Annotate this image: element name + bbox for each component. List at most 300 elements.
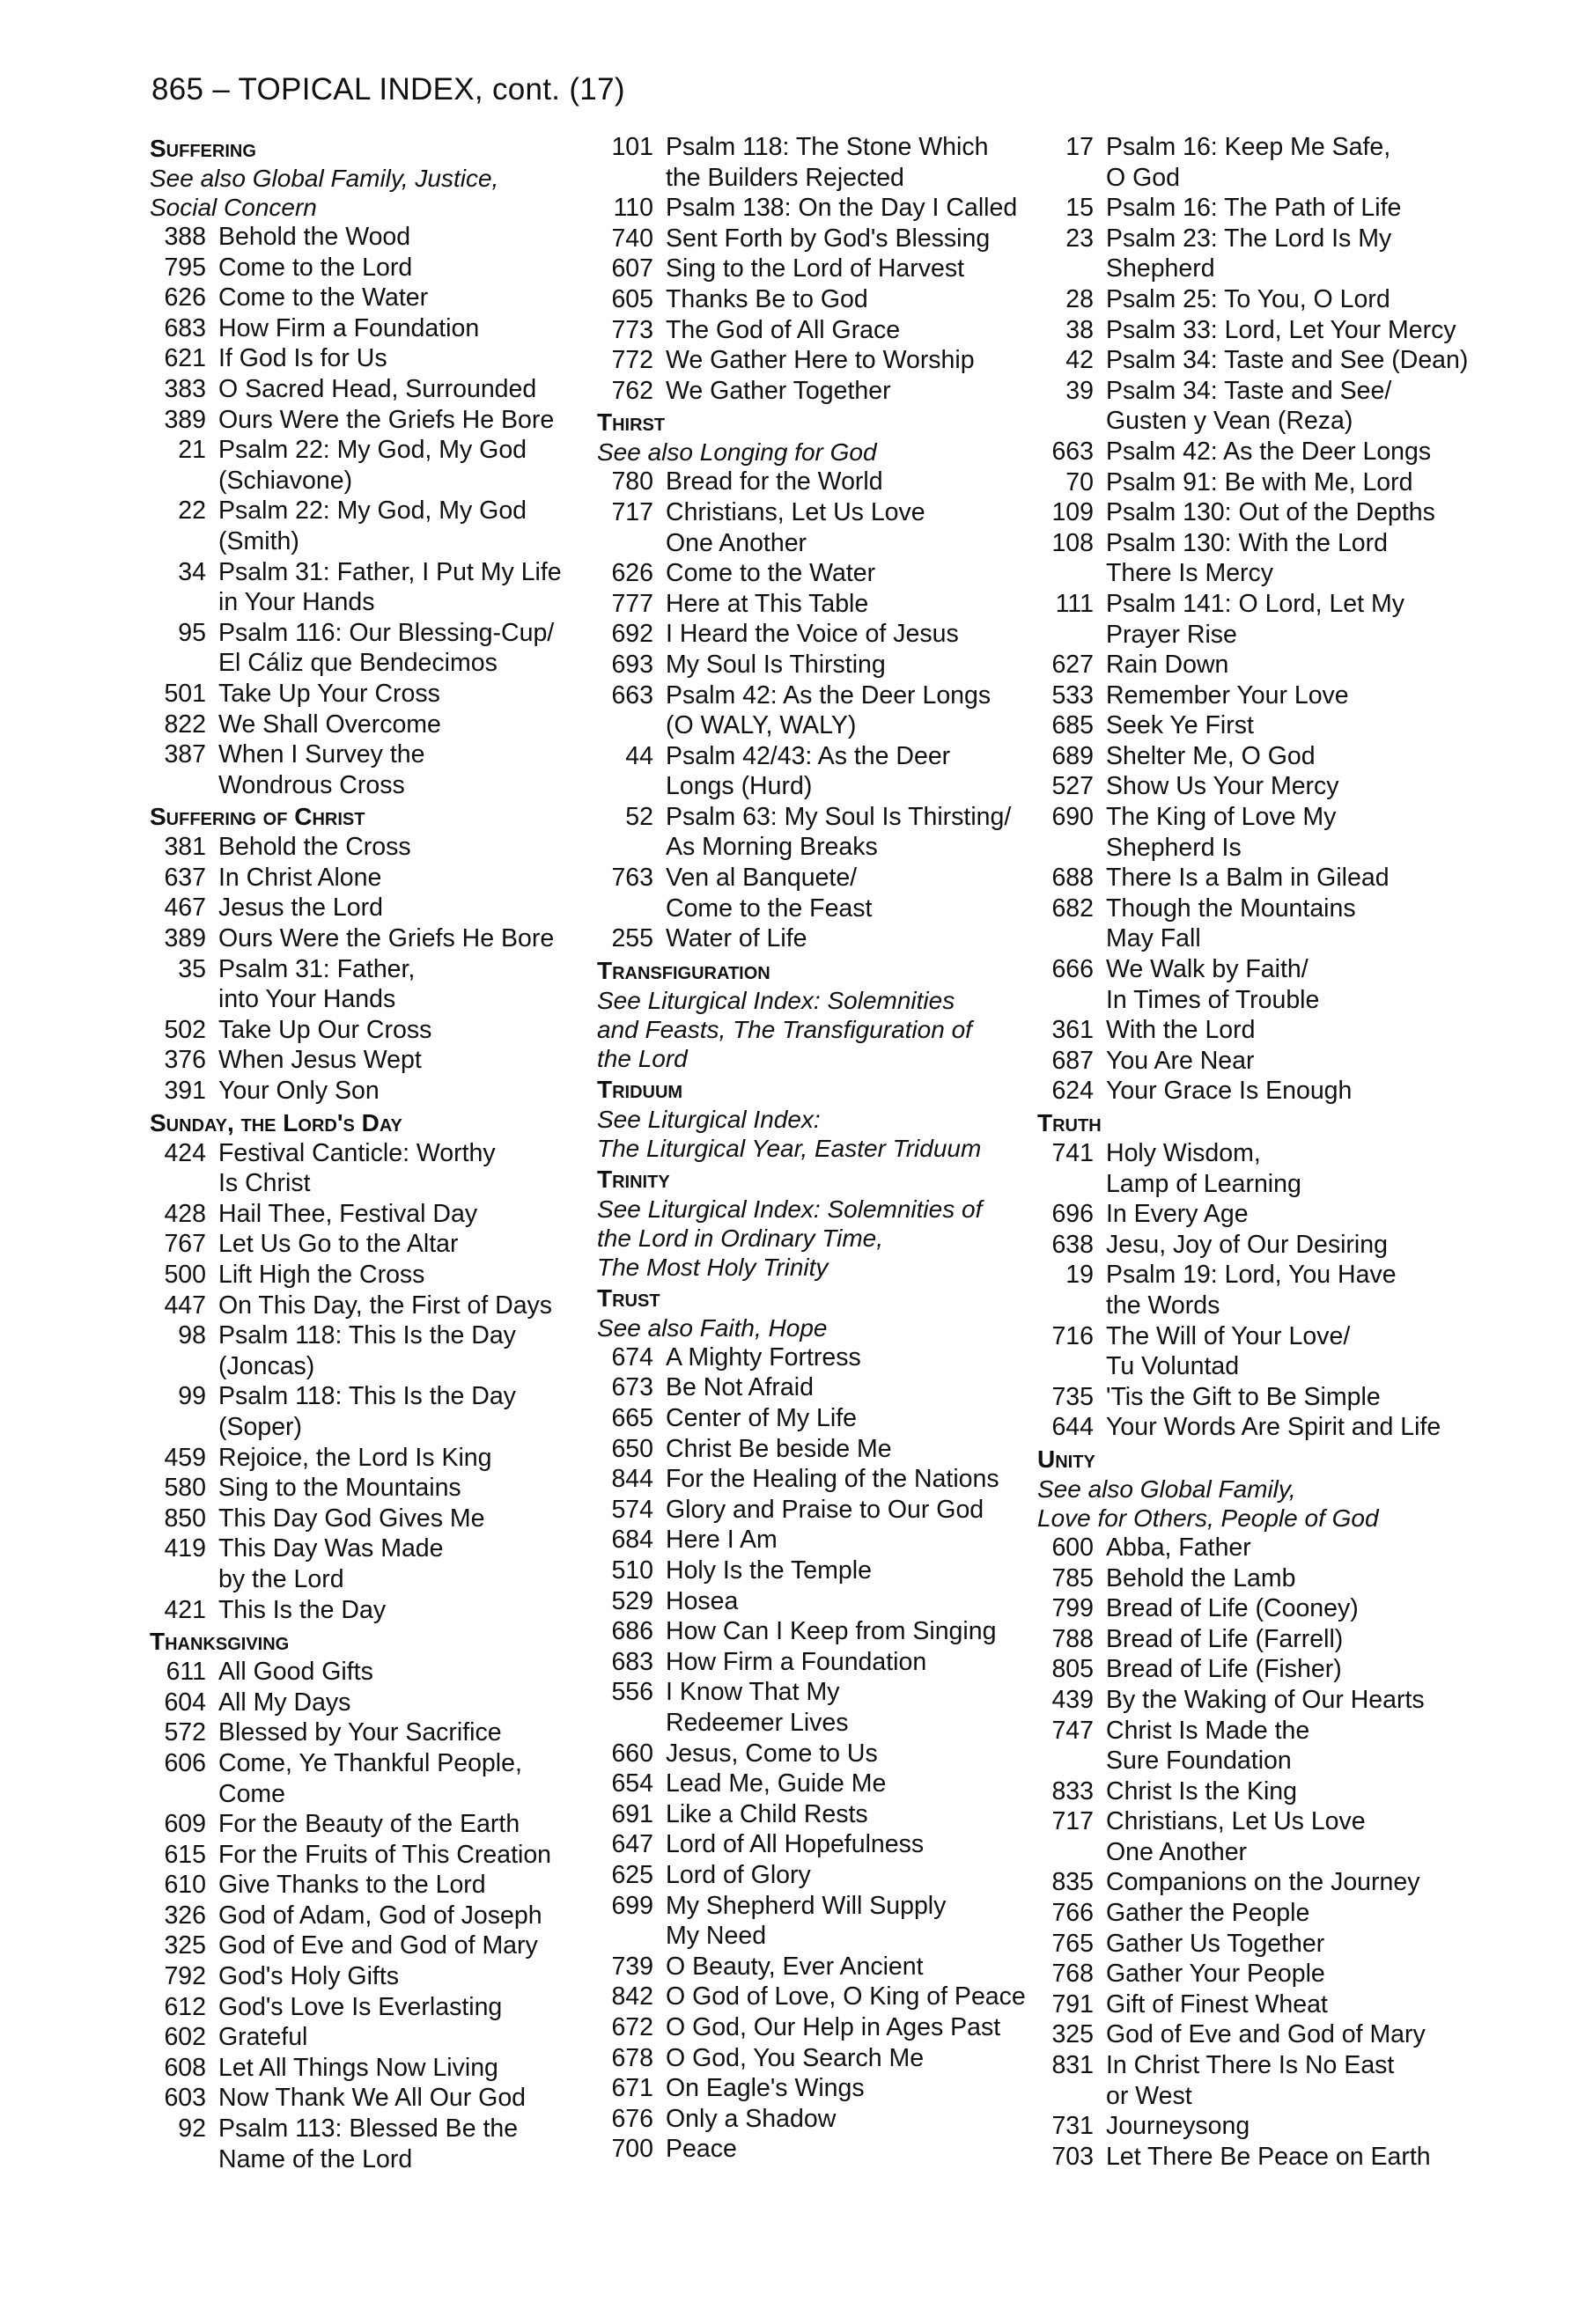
hymn-title: Christians, Let Us Love One Another <box>666 497 925 557</box>
hymn-number: 609 <box>164 1810 206 1839</box>
hymn-number: 28 <box>1065 284 1094 313</box>
see-also-note: See also Global Family, Love for Others, People of God <box>1037 1475 1379 1532</box>
hymn-number: 387 <box>164 740 206 769</box>
hymn-title: Peace <box>666 2135 737 2164</box>
hymn-number: 626 <box>164 283 206 313</box>
hymn-title: Psalm 16: Keep Me Safe, O God <box>1106 133 1391 192</box>
hymn-number: 459 <box>164 1443 206 1472</box>
index-entry <box>150 343 581 374</box>
hymn-number: 383 <box>164 374 206 403</box>
index-entry <box>597 1677 1028 1738</box>
hymn-number: 38 <box>1065 315 1094 344</box>
hymn-title: Psalm 42: As the Deer Longs (O WALY, WALY) <box>666 680 992 740</box>
hymn-title: Your Only Son <box>218 1077 380 1106</box>
hymn-number: 660 <box>611 1739 653 1768</box>
index-entry <box>597 224 1028 254</box>
index-entry <box>150 1045 581 1076</box>
index-section <box>597 408 1028 954</box>
hymn-title: You Are Near <box>1106 1046 1255 1075</box>
index-section <box>597 1075 1028 1163</box>
index-entry <box>1037 1959 1469 1989</box>
index-entry <box>150 893 581 923</box>
section-heading: Unity <box>1037 1445 1095 1473</box>
hymn-number: 381 <box>164 833 206 862</box>
hymn-number: 501 <box>164 679 206 708</box>
hymn-number: 768 <box>1051 1960 1094 1989</box>
see-also-note: See Liturgical Index: Solemnities and Feasts, The Transfiguration of the Lord <box>597 986 972 1072</box>
hymn-title: Though the Mountains May Fall <box>1106 894 1356 953</box>
index-entry <box>1037 710 1469 741</box>
see-also-note: See Liturgical Index: The Liturgical Year, Easter Triduum <box>597 1105 982 1162</box>
hymn-title: Lift High the Cross <box>218 1261 425 1289</box>
hymn-number: 621 <box>164 344 206 373</box>
hymn-title: Come to the Lord <box>218 253 413 282</box>
index-entry <box>1037 376 1469 437</box>
hymn-title: All My Days <box>218 1688 351 1717</box>
hymn-number: 842 <box>611 1982 653 2011</box>
hymn-title: O Sacred Head, Surrounded <box>218 374 537 403</box>
index-entry <box>1037 1593 1469 1624</box>
index-entry <box>597 193 1028 224</box>
index-section <box>597 1165 1028 1282</box>
index-entry <box>150 557 581 618</box>
hymn-title: Hail Thee, Festival Day <box>218 1199 478 1228</box>
hymn-number: 92 <box>178 2114 206 2144</box>
hymn-number: 684 <box>611 1526 653 1555</box>
hymn-title: Behold the Wood <box>218 223 411 251</box>
hymn-number: 95 <box>178 618 206 647</box>
hymn-title: God's Love Is Everlasting <box>218 1992 503 2021</box>
index-entry <box>150 1138 581 1199</box>
hymn-number: 700 <box>611 2135 653 2164</box>
hymn-title: God's Holy Gifts <box>218 1962 399 1991</box>
hymn-number: 556 <box>611 1678 653 1707</box>
hymn-number: 638 <box>1051 1230 1094 1259</box>
index-entry <box>150 1015 581 1046</box>
hymn-number: 389 <box>164 405 206 434</box>
hymn-title: Here I Am <box>666 1526 778 1555</box>
index-entry <box>150 283 581 313</box>
index-entry <box>597 1434 1028 1465</box>
hymn-title: Lord of Glory <box>666 1860 811 1889</box>
hymn-title: The Will of Your Love/ Tu Voluntad <box>1106 1321 1351 1381</box>
index-entry <box>1037 680 1469 711</box>
hymn-title: Psalm 113: Blessed Be the Name of the Lord <box>218 2114 519 2173</box>
hymn-title: Festival Canticle: Worthy Is Christ <box>218 1138 496 1198</box>
index-entry <box>150 1320 581 1381</box>
hymn-title: Take Up Your Cross <box>218 679 440 708</box>
index-section <box>597 132 1028 406</box>
index-entry <box>597 619 1028 650</box>
hymn-title: We Walk by Faith/ In Times of Trouble <box>1106 955 1320 1014</box>
hymn-title: Psalm 118: The Stone Which the Builders Rejected <box>666 133 989 192</box>
hymn-title: Jesus the Lord <box>218 894 383 923</box>
section-heading: Thirst <box>597 408 666 437</box>
hymn-number: 691 <box>611 1799 653 1828</box>
hymn-number: 650 <box>611 1434 653 1463</box>
hymn-number: 421 <box>164 1595 206 1624</box>
hymn-title: Journeysong <box>1106 2112 1250 2141</box>
index-entry <box>597 1372 1028 1403</box>
index-section <box>1037 132 1469 1107</box>
hymn-number: 625 <box>611 1860 653 1889</box>
hymn-number: 19 <box>1065 1261 1094 1290</box>
index-entry <box>1037 497 1469 528</box>
index-entry <box>150 405 581 436</box>
section-heading: Truth <box>1037 1109 1102 1136</box>
hymn-number: 688 <box>1051 864 1094 893</box>
hymn-number: 600 <box>1051 1533 1094 1562</box>
index-entry <box>597 376 1028 407</box>
index-entry <box>1037 1898 1469 1929</box>
index-entry <box>150 618 581 679</box>
hymn-number: 101 <box>611 133 653 161</box>
hymn-number: 325 <box>164 1931 206 1960</box>
hymn-number: 35 <box>178 954 206 983</box>
hymn-number: 604 <box>164 1688 206 1717</box>
index-entry <box>150 1595 581 1626</box>
index-entry <box>597 2043 1028 2074</box>
hymn-number: 34 <box>178 557 206 586</box>
index-entry <box>150 1533 581 1594</box>
section-heading: Suffering <box>150 135 256 162</box>
index-section <box>597 956 1028 1073</box>
hymn-title: Sing to the Mountains <box>218 1474 461 1503</box>
hymn-number: 610 <box>164 1871 206 1900</box>
hymn-number: 717 <box>611 497 653 526</box>
index-entry <box>150 253 581 283</box>
index-entry <box>150 954 581 1015</box>
index-entry <box>597 1891 1028 1952</box>
section-heading: Triduum <box>597 1075 683 1103</box>
hymn-title: God of Eve and God of Mary <box>218 1931 538 1960</box>
hymn-title: In Christ Alone <box>218 863 382 892</box>
index-entry <box>150 1870 581 1901</box>
hymn-title: When I Survey the Wondrous Cross <box>218 740 425 799</box>
index-entry <box>150 710 581 740</box>
index-entry <box>597 650 1028 680</box>
hymn-number: 762 <box>611 376 653 405</box>
hymn-title: Psalm 141: O Lord, Let My Prayer Rise <box>1106 589 1404 649</box>
hymn-number: 376 <box>164 1046 206 1075</box>
index-entry <box>597 132 1028 193</box>
hymn-title: Ours Were the Griefs He Bore <box>218 405 555 434</box>
index-entry <box>597 1647 1028 1678</box>
index-entry <box>150 1291 581 1321</box>
hymn-number: 767 <box>164 1230 206 1259</box>
hymn-number: 739 <box>611 1952 653 1981</box>
index-entry <box>150 832 581 863</box>
hymn-title: For the Beauty of the Earth <box>218 1810 520 1839</box>
hymn-number: 424 <box>164 1138 206 1167</box>
index-entry <box>150 1443 581 1474</box>
hymn-title: With the Lord <box>1106 1016 1256 1045</box>
hymn-number: 44 <box>625 741 653 770</box>
index-entry <box>597 345 1028 376</box>
hymn-number: 835 <box>1051 1868 1094 1897</box>
see-also-note: See also Global Family, Justice, Social Concern <box>150 165 499 221</box>
index-entry <box>1037 1776 1469 1807</box>
hymn-number: 325 <box>1051 2020 1094 2049</box>
index-entry <box>597 315 1028 346</box>
hymn-title: Sing to the Lord of Harvest <box>666 254 965 283</box>
hymn-title: Only a Shadow <box>666 2104 837 2133</box>
hymn-title: God of Eve and God of Mary <box>1106 2020 1426 2049</box>
hymn-title: Psalm 118: This Is the Day (Soper) <box>218 1382 516 1441</box>
hymn-title: Psalm 33: Lord, Let Your Mercy <box>1106 315 1456 344</box>
index-entry <box>1037 132 1469 193</box>
hymn-number: 580 <box>164 1474 206 1503</box>
hymn-number: 663 <box>1051 437 1094 466</box>
section-heading: Thanksgiving <box>150 1628 290 1656</box>
index-entry <box>1037 1563 1469 1594</box>
hymn-title: Psalm 63: My Soul Is Thirsting/ As Morning Breaks <box>666 802 1012 862</box>
index-entry <box>1037 1654 1469 1685</box>
hymn-number: 685 <box>1051 711 1094 740</box>
hymn-number: 747 <box>1051 1716 1094 1745</box>
index-section <box>597 1283 1028 2165</box>
hymn-title: Psalm 19: Lord, You Have the Words <box>1106 1261 1397 1320</box>
hymn-title: Bread of Life (Cooney) <box>1106 1594 1359 1623</box>
hymn-number: 527 <box>1051 772 1094 801</box>
hymn-title: Bread of Life (Farrell) <box>1106 1624 1344 1653</box>
hymn-number: 799 <box>1051 1594 1094 1623</box>
hymn-title: Shelter Me, O God <box>1106 741 1316 770</box>
see-also-note: See also Longing for God <box>597 438 877 467</box>
index-section <box>150 802 581 1106</box>
index-entry <box>1037 1260 1469 1320</box>
hymn-number: 98 <box>178 1321 206 1350</box>
hymn-title: Psalm 42: As the Deer Longs <box>1106 437 1432 466</box>
index-entry <box>150 222 581 253</box>
hymn-number: 388 <box>164 223 206 251</box>
hymn-number: 674 <box>611 1342 653 1372</box>
index-entry <box>1037 771 1469 802</box>
index-entry <box>1037 894 1469 954</box>
see-also-note: See Liturgical Index: Solemnities of the Lord in Ordinary Time, The Most Holy Trinity <box>597 1195 983 1281</box>
hymn-title: The King of Love My Shepherd Is <box>1106 803 1337 862</box>
index-section <box>150 1108 581 1626</box>
index-entry <box>150 374 581 405</box>
index-entry <box>1037 467 1469 498</box>
hymn-title: Ven al Banquete/ Come to the Feast <box>666 864 873 923</box>
hymn-number: 389 <box>164 924 206 953</box>
hymn-title: How Firm a Foundation <box>218 313 480 342</box>
index-entry <box>1037 1046 1469 1077</box>
hymn-number: 15 <box>1065 194 1094 223</box>
index-entry <box>150 863 581 894</box>
hymn-number: 419 <box>164 1534 206 1563</box>
hymn-title: Be Not Afraid <box>666 1373 814 1402</box>
hymn-title: This Is the Day <box>218 1595 387 1624</box>
index-entry <box>1037 650 1469 680</box>
hymn-title: Gather the People <box>1106 1899 1310 1928</box>
index-entry <box>1037 1076 1469 1107</box>
hymn-number: 678 <box>611 2043 653 2072</box>
index-entry <box>1037 1989 1469 2020</box>
hymn-title: Psalm 91: Be with Me, Lord <box>1106 467 1413 496</box>
hymn-number: 627 <box>1051 651 1094 680</box>
index-entry <box>597 1952 1028 1982</box>
hymn-number: 52 <box>625 802 653 831</box>
index-entry <box>1037 1138 1469 1199</box>
hymn-number: 17 <box>1065 133 1094 161</box>
index-entry <box>150 1840 581 1871</box>
index-section <box>150 134 581 800</box>
index-entry <box>597 558 1028 589</box>
hymn-number: 683 <box>611 1647 653 1676</box>
index-entry <box>150 1229 581 1260</box>
hymn-title: The God of All Grace <box>666 315 901 344</box>
hymn-title: Grateful <box>218 2023 308 2052</box>
index-entry <box>597 1555 1028 1586</box>
hymn-number: 795 <box>164 253 206 282</box>
hymn-title: We Shall Overcome <box>218 710 441 739</box>
index-entry <box>1037 589 1469 650</box>
hymn-title: Thanks Be to God <box>666 284 868 313</box>
hymn-title: O God, You Search Me <box>666 2043 925 2072</box>
index-entry <box>597 741 1028 802</box>
hymn-title: Psalm 22: My God, My God (Smith) <box>218 496 527 555</box>
hymn-title: On This Day, the First of Days <box>218 1291 553 1320</box>
hymn-title: Center of My Life <box>666 1404 858 1433</box>
hymn-title: Come to the Water <box>666 559 876 588</box>
hymn-number: 665 <box>611 1404 653 1433</box>
index-entry <box>150 496 581 556</box>
section-heading: Sunday, the Lord's Day <box>150 1108 402 1136</box>
hymn-number: 686 <box>611 1617 653 1646</box>
index-entry <box>597 1616 1028 1647</box>
hymn-title: How Can I Keep from Singing <box>666 1617 997 1646</box>
index-entry <box>597 863 1028 923</box>
index-entry <box>150 1473 581 1504</box>
index-entry <box>150 739 581 800</box>
hymn-title: Sent Forth by God's Blessing <box>666 224 991 253</box>
hymn-number: 611 <box>166 1658 206 1687</box>
hymn-title: We Gather Here to Worship <box>666 346 975 375</box>
hymn-title: Christians, Let Us Love One Another <box>1106 1807 1366 1866</box>
hymn-title: Gather Your People <box>1106 1960 1325 1989</box>
hymn-title: Seek Ye First <box>1106 711 1254 740</box>
hymn-title: Bread of Life (Fisher) <box>1106 1655 1342 1684</box>
index-entry <box>1037 224 1469 284</box>
hymn-number: 108 <box>1051 528 1094 557</box>
hymn-title: Gather Us Together <box>1106 1929 1325 1958</box>
hymn-number: 663 <box>611 680 653 710</box>
index-entry <box>150 923 581 954</box>
hymn-number: 833 <box>1051 1776 1094 1806</box>
hymn-title: Gift of Finest Wheat <box>1106 1989 1328 2019</box>
index-entry <box>597 467 1028 497</box>
hymn-title: Show Us Your Mercy <box>1106 772 1339 801</box>
hymn-title: When Jesus Wept <box>218 1046 422 1075</box>
page-title: 865 – TOPICAL INDEX, cont. (17) <box>151 72 625 107</box>
hymn-number: 606 <box>164 1748 206 1777</box>
hymn-number: 612 <box>164 1992 206 2021</box>
hymn-number: 735 <box>1051 1382 1094 1411</box>
hymn-title: Abba, Father <box>1106 1533 1251 1562</box>
hymn-number: 780 <box>611 467 653 496</box>
index-entry <box>1037 345 1469 376</box>
hymn-number: 428 <box>164 1199 206 1228</box>
hymn-title: Psalm 31: Father, I Put My Life in Your Hands <box>218 557 562 617</box>
hymn-title: Christ Is the King <box>1106 1776 1298 1806</box>
hymn-title: All Good Gifts <box>218 1658 373 1687</box>
hymn-title: Psalm 34: Taste and See (Dean) <box>1106 346 1469 375</box>
hymn-number: 605 <box>611 284 653 313</box>
hymn-title: Lord of All Hopefulness <box>666 1830 925 1859</box>
index-entry <box>150 2022 581 2053</box>
hymn-title: Psalm 130: With the Lord There Is Mercy <box>1106 528 1388 588</box>
index-entry <box>150 1688 581 1718</box>
hymn-number: 692 <box>611 620 653 649</box>
hymn-number: 23 <box>1065 224 1094 253</box>
hymn-number: 689 <box>1051 741 1094 770</box>
hymn-title: Christ Be beside Me <box>666 1434 892 1463</box>
hymn-number: 671 <box>611 2074 653 2103</box>
hymn-number: 326 <box>164 1901 206 1930</box>
hymn-number: 765 <box>1051 1929 1094 1958</box>
hymn-title: O God, Our Help in Ages Past <box>666 2012 1001 2041</box>
hymn-number: 741 <box>1051 1139 1094 1167</box>
index-entry <box>597 2012 1028 2043</box>
index-entry <box>1037 1230 1469 1261</box>
hymn-title: Holy Is the Temple <box>666 1556 872 1585</box>
hymn-title: Let Us Go to the Altar <box>218 1230 459 1259</box>
hymn-number: 773 <box>611 315 653 344</box>
index-entry <box>150 2083 581 2114</box>
index-entry <box>1037 193 1469 224</box>
index-entry <box>150 1199 581 1230</box>
index-entry <box>597 284 1028 315</box>
hymn-number: 673 <box>611 1373 653 1402</box>
index-section <box>150 1627 581 2174</box>
section-heading: Trinity <box>597 1165 670 1193</box>
hymn-title: Your Words Are Spirit and Life <box>1106 1413 1441 1442</box>
index-entry <box>597 1739 1028 1769</box>
hymn-number: 831 <box>1051 2051 1094 2080</box>
section-heading: Suffering of Christ <box>150 803 365 831</box>
index-entry <box>597 2073 1028 2104</box>
hymn-title: This Day Was Made by the Lord <box>218 1534 444 1593</box>
hymn-title: For the Healing of the Nations <box>666 1465 999 1494</box>
hymn-number: 39 <box>1065 376 1094 405</box>
hymn-title: We Gather Together <box>666 376 891 405</box>
hymn-number: 603 <box>164 2084 206 2113</box>
index-entry <box>150 1748 581 1809</box>
hymn-number: 391 <box>164 1077 206 1106</box>
hymn-number: 696 <box>1051 1200 1094 1229</box>
hymn-number: 777 <box>611 589 653 618</box>
hymn-title: Blessed by Your Sacrifice <box>218 1718 502 1747</box>
hymn-number: 647 <box>611 1830 653 1859</box>
index-entry <box>150 1657 581 1688</box>
hymn-number: 731 <box>1051 2112 1094 2141</box>
hymn-number: 690 <box>1051 803 1094 832</box>
hymn-title: Psalm 22: My God, My God (Schiavone) <box>218 436 527 495</box>
index-entry <box>150 1961 581 1992</box>
index-entry <box>597 1495 1028 1526</box>
index-entry <box>150 1076 581 1107</box>
index-entry <box>1037 954 1469 1015</box>
index-entry <box>597 2104 1028 2135</box>
index-entry <box>150 2053 581 2084</box>
hymn-title: My Soul Is Thirsting <box>666 650 886 679</box>
hymn-number: 110 <box>613 194 653 223</box>
hymn-title: O God of Love, O King of Peace <box>666 1982 1026 2011</box>
index-entry <box>150 1901 581 1931</box>
hymn-title: There Is a Balm in Gilead <box>1106 864 1390 893</box>
